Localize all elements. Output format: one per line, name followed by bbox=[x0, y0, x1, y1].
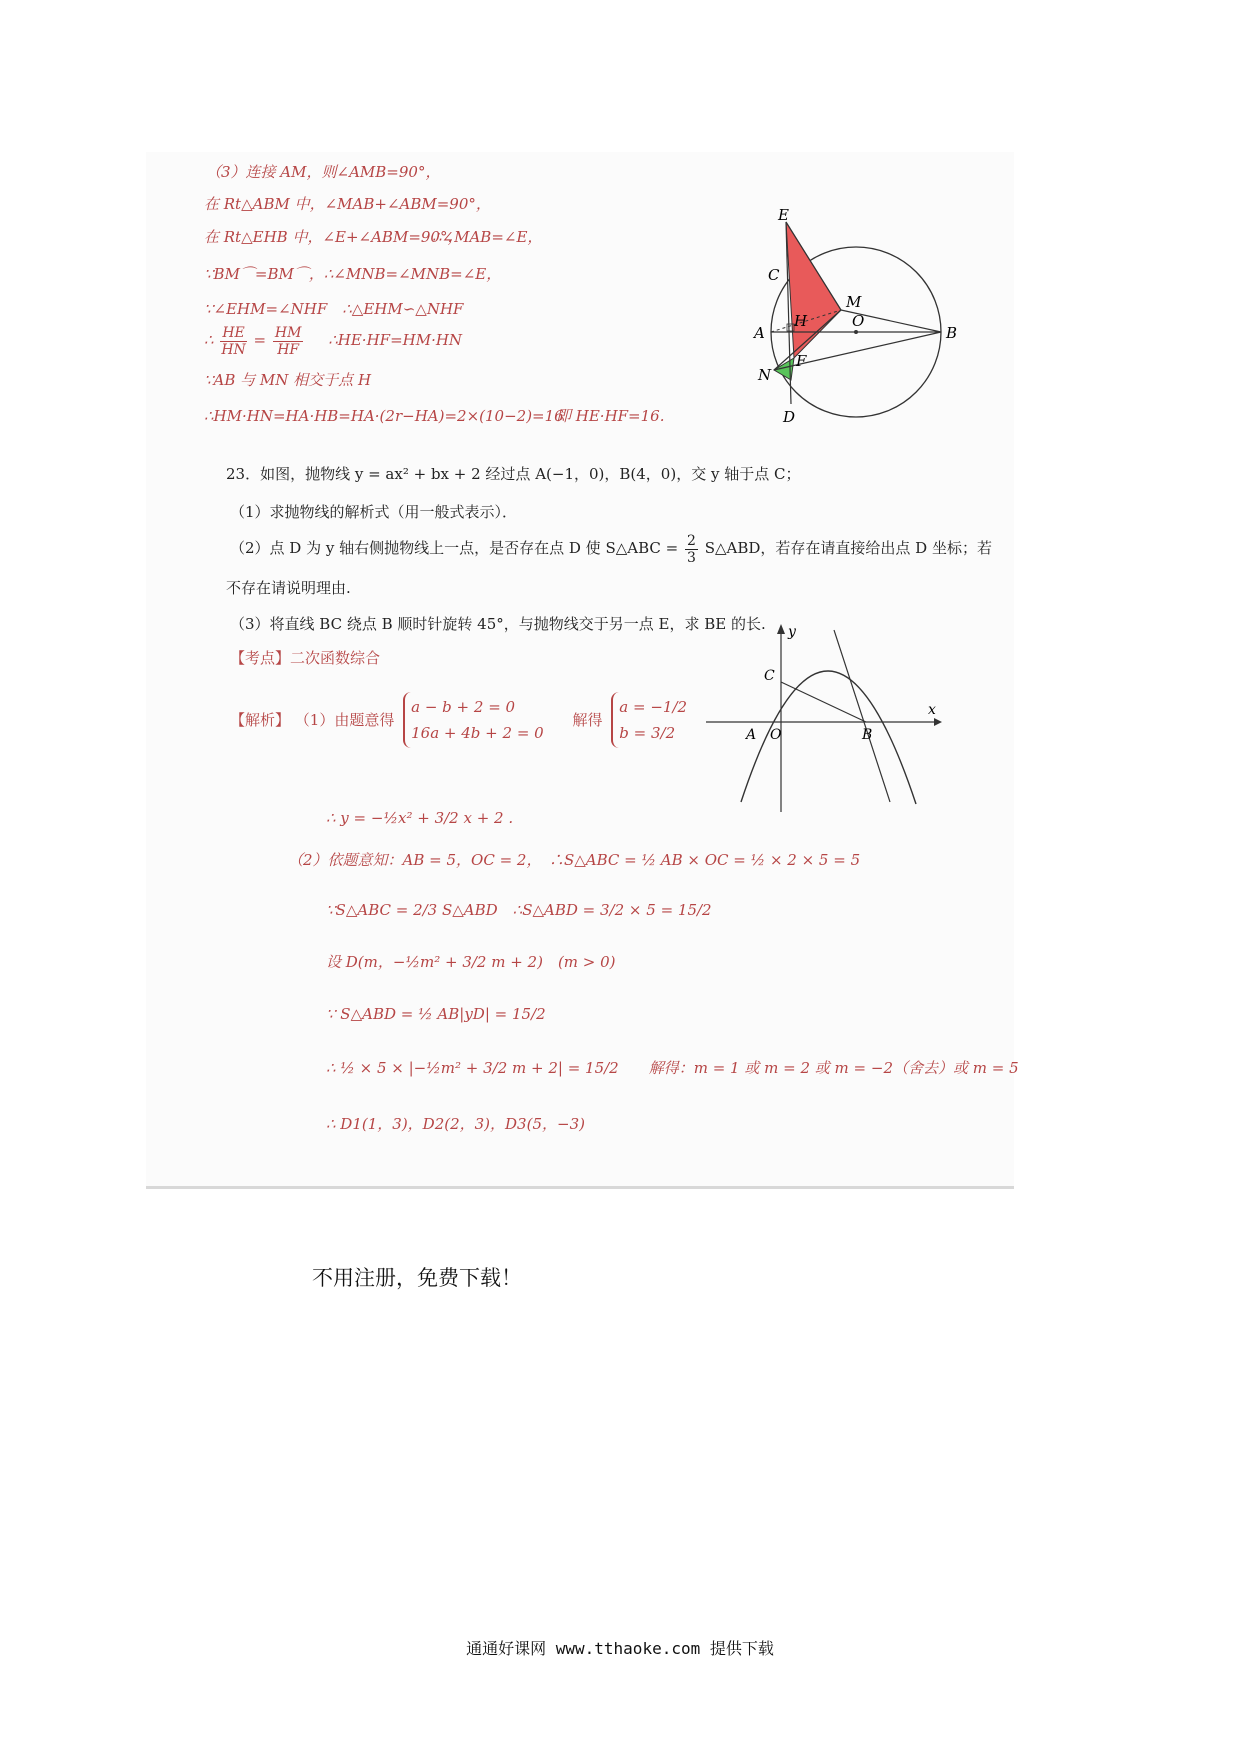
label-B: B bbox=[862, 727, 873, 743]
denominator: HN bbox=[221, 341, 246, 358]
axis-label-x: x bbox=[928, 702, 936, 718]
part2-line-d: ∵ S△ABD = ½ AB|yD| = 15/2 bbox=[326, 1005, 546, 1023]
scanned-solution-page bbox=[146, 152, 1019, 1189]
label-O: O bbox=[770, 727, 782, 743]
part2-line-c: 设 D(m，−½m² + 3/2 m + 2) (m > 0) bbox=[326, 953, 616, 971]
q23-stem: 23．如图，抛物线 y = ax² + bx + 2 经过点 A(−1，0)，B(4，0)，交 y 轴于点 C； bbox=[226, 465, 801, 483]
equation-a: a − b + 2 = 0 bbox=[411, 698, 516, 716]
kaodian-line bbox=[230, 648, 380, 668]
label-C: C bbox=[768, 266, 780, 284]
sub2-text-post: S△ABD，若存在请直接给出点 D 坐标；若 bbox=[704, 539, 992, 557]
product-relation: ∴HE·HF=HM·HN bbox=[328, 331, 463, 349]
solution-a: a = −1/2 bbox=[619, 698, 688, 716]
equation-b: 16a + 4b + 2 = 0 bbox=[411, 724, 544, 742]
jiexi-line bbox=[230, 692, 687, 748]
label-M: M bbox=[846, 293, 862, 311]
denominator: HF bbox=[277, 341, 300, 358]
label-H: H bbox=[794, 312, 808, 330]
parabola-figure bbox=[706, 622, 946, 822]
label-A: A bbox=[754, 324, 765, 342]
proof-line-3a: 在 Rt△EHB 中，∠E+∠ABM=90°， bbox=[204, 228, 463, 246]
part2-line-f: ∴ D1(1，3)，D2(2，3)，D3(5，−3) bbox=[326, 1115, 585, 1133]
fraction-hm-hf bbox=[273, 325, 304, 358]
q23-sub2-cont: 不存在请说明理由. bbox=[226, 579, 351, 597]
kaodian-text: 二次函数综合 bbox=[290, 649, 381, 667]
proof-line-7: ∵AB 与 MN 相交于点 H bbox=[204, 371, 372, 389]
q23-sub2 bbox=[230, 530, 992, 566]
proof-line-1: （3）连接 AM，则∠AMB=90°， bbox=[206, 163, 441, 181]
proof-line-8b: 即 HE·HF=16. bbox=[556, 407, 665, 425]
label-D: D bbox=[783, 408, 796, 426]
part2-line-e: ∴ ½ × 5 × |−½m² + 3/2 m + 2| = 15/2 解得：m = 1 或 m = 2 或 m = −2（舍去）或 m = 5 bbox=[326, 1059, 1019, 1077]
proof-line-3b: ∴∠MAB=∠E， bbox=[432, 228, 543, 246]
sub2-text-pre: （2）点 D 为 y 轴右侧抛物线上一点，是否存在点 D 使 S△ABC = bbox=[230, 539, 679, 557]
numerator: 2 bbox=[687, 532, 696, 549]
numerator: HM bbox=[274, 324, 302, 341]
label-E: E bbox=[778, 206, 789, 224]
part2-line-a: （2）依题意知：AB = 5，OC = 2， ∴S△ABC = ½ AB × OC = ½ × 2 × 5 = 5 bbox=[288, 851, 861, 869]
part2-line-b: ∵S△ABC = 2/3 S△ABD ∴S△ABD = 3/2 × 5 = 15/2 bbox=[326, 901, 712, 919]
q23-sub1: （1）求抛物线的解析式（用一般式表示）． bbox=[230, 503, 518, 521]
fraction-he-hn bbox=[220, 325, 246, 358]
proof-line-2: 在 Rt△ABM 中，∠MAB+∠ABM=90°， bbox=[204, 195, 491, 213]
label-O: O bbox=[852, 312, 865, 330]
q23-sub3: （3）将直线 BC 绕点 B 顺时针旋转 45°，与抛物线交于另一点 E，求 BE 的长. bbox=[230, 615, 766, 633]
solution-b: b = 3/2 bbox=[619, 724, 676, 742]
equals-sign: = bbox=[253, 331, 267, 349]
jiexi-text: （1）由题意得 bbox=[294, 711, 395, 729]
page-footer: 通通好课网 www.tthaoke.com 提供下载 bbox=[466, 1639, 774, 1658]
equation-system-1 bbox=[403, 692, 544, 748]
parabola-curve bbox=[741, 671, 916, 804]
axis-label-y: y bbox=[788, 624, 796, 640]
proof-line-6 bbox=[204, 322, 462, 358]
kaodian-tag: 【考点】 bbox=[230, 649, 291, 667]
label-A: A bbox=[746, 727, 757, 743]
free-download-note: 不用注册，免费下载！ bbox=[312, 1266, 522, 1290]
label-N: N bbox=[758, 366, 772, 384]
therefore-symbol: ∴ bbox=[204, 331, 214, 349]
red-triangle-ehm bbox=[786, 222, 841, 358]
numerator: HE bbox=[222, 324, 245, 341]
result-parabola: ∴ y = −½x² + 3/2 x + 2 . bbox=[326, 809, 514, 827]
equation-system-2 bbox=[611, 692, 687, 748]
fraction-two-thirds bbox=[685, 533, 698, 566]
proof-line-5: ∵∠EHM=∠NHF ∴△EHM∽△NHF bbox=[204, 300, 464, 318]
label-C: C bbox=[764, 668, 775, 684]
jiexi-tag: 【解析】 bbox=[230, 711, 291, 729]
denominator: 3 bbox=[687, 549, 696, 566]
label-F: F bbox=[796, 352, 807, 370]
proof-line-8a: ∴HM·HN=HA·HB=HA·(2r−HA)=2×(10−2)=16 bbox=[204, 407, 564, 425]
proof-line-4: ∵BM⌒=BM⌒，∴∠MNB=∠MNB=∠E， bbox=[204, 265, 502, 283]
label-B: B bbox=[946, 324, 958, 342]
circle-geometry-figure bbox=[646, 202, 1006, 452]
solve-label: 解得 bbox=[572, 711, 603, 729]
